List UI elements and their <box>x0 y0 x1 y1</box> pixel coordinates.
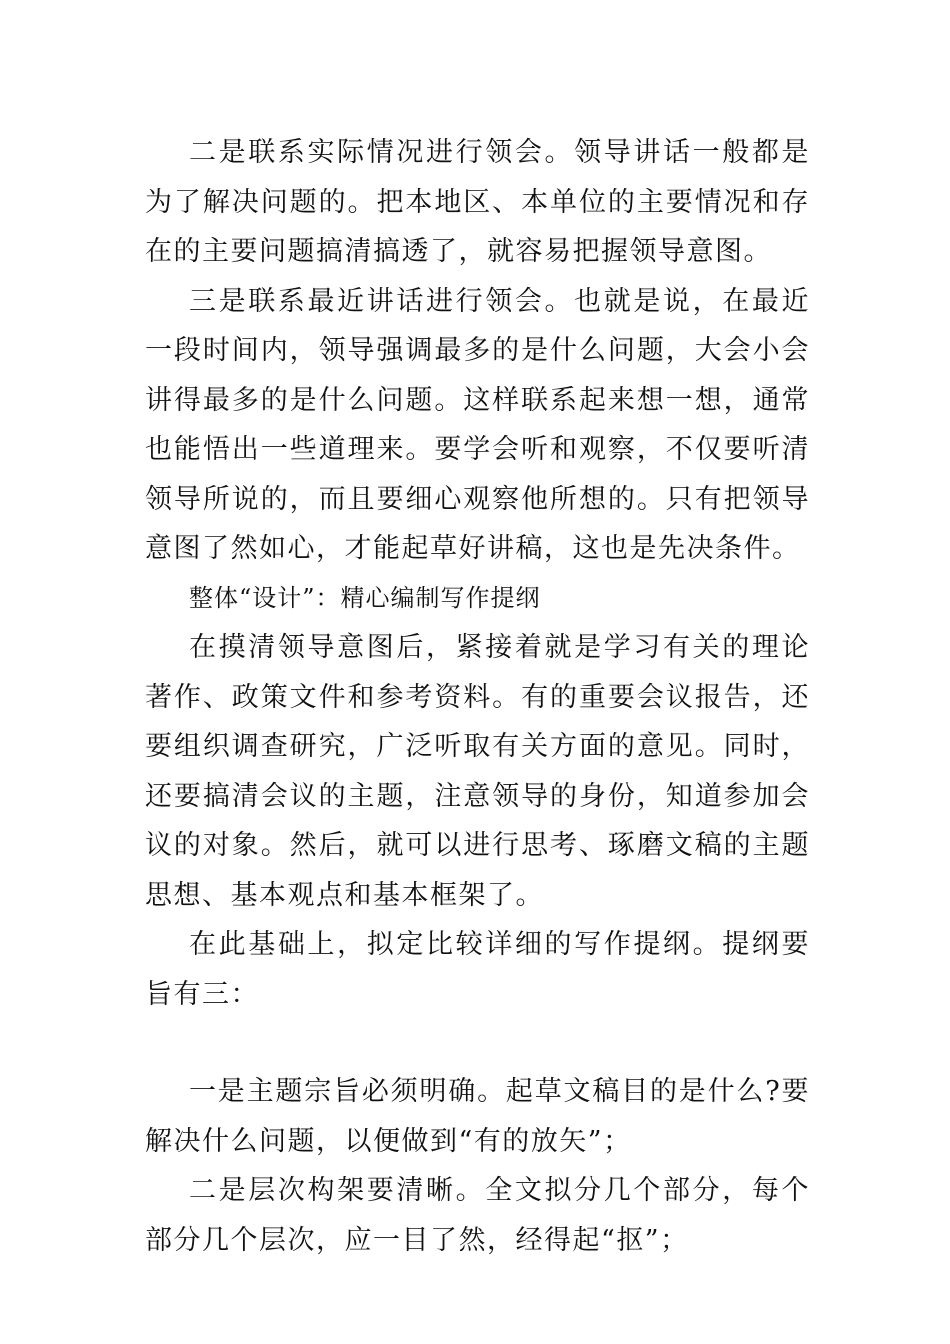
paragraph-after-understanding: 在摸清领导意图后，紧接着就是学习有关的理论著作、政策文件和参考资料。有的重要会议报告，还要组织调查研究，广泛听取有关方面的意见。同时，还要搞清会议的主题，注意领导的身份，知道参加会议的对象。然后，就可以进行思考、琢磨文稿的主题思想、基本观点和基本框架了。 <box>145 632 810 911</box>
paragraph-recent-speeches: 三是联系最近讲话进行领会。也就是说，在最近一段时间内，领导强调最多的是什么问题，大会小会讲得最多的是什么问题。这样联系起来想一想，通常也能悟出一些道理来。要学会听和观察，不仅要听清领导所说的，而且要细心观察他所想的。只有把领导意图了然如心，才能起草好讲稿，这也是先决条件。 <box>145 285 810 564</box>
paragraph-structure-clear: 二是层次构架要清晰。全文拟分几个部分，每个部分几个层次，应一目了然，经得起“抠”； <box>145 1175 810 1256</box>
blank-line <box>145 1019 810 1067</box>
paragraph-outline-intro: 在此基础上，拟定比较详细的写作提纲。提纲要旨有三： <box>145 929 810 1010</box>
body-text <box>145 128 810 1265</box>
paragraph-theme-clear: 一是主题宗旨必须明确。起草文稿目的是什么?要解决什么问题，以便做到“有的放矢”； <box>145 1076 810 1157</box>
section-heading-design: 整体“设计”：精心编制写作提纲 <box>189 583 541 612</box>
paragraph-practical-understanding: 二是联系实际情况进行领会。领导讲话一般都是为了解决问题的。把本地区、本单位的主要情况和存在的主要问题搞清搞透了，就容易把握领导意图。 <box>145 137 810 267</box>
